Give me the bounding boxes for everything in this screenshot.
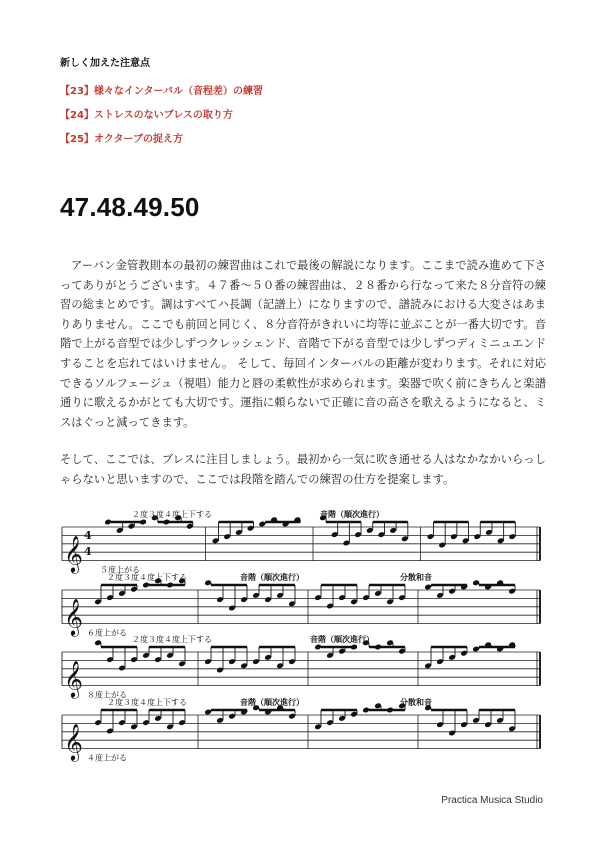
treble-clef-icon: 𝄞 bbox=[64, 659, 83, 698]
staff-system bbox=[62, 634, 540, 700]
staff-system bbox=[62, 572, 540, 638]
body-paragraph-2: そして、ここでは、ブレスに注目しましょう。最初から一気に吹き通せる人はなかなかいらっしゃらないと思いますので、ここでは段階を踏んでの練習の仕方を提案します。 bbox=[60, 453, 546, 486]
leap-label: ５度上がる bbox=[100, 565, 140, 575]
note-head bbox=[362, 707, 370, 714]
interval-label: ２度３度４度上下する bbox=[107, 698, 187, 707]
arpeggio-label: 分散和音 bbox=[400, 698, 432, 707]
treble-clef-icon: 𝄞 bbox=[64, 597, 83, 636]
staff-system bbox=[62, 697, 540, 763]
scale-label: 音階（順次進行） bbox=[310, 635, 374, 644]
footer-credit: Practica Musica Studio bbox=[441, 795, 543, 806]
notes-heading: 新しく加えた注意点 bbox=[60, 58, 150, 69]
note-head bbox=[314, 644, 322, 651]
time-signature-top: 4 bbox=[84, 529, 92, 542]
scale-label: 音階（順次進行） bbox=[320, 510, 384, 519]
arpeggio-label: 分散和音 bbox=[400, 573, 432, 582]
treble-clef-icon: 𝄞 bbox=[64, 722, 83, 761]
note-head bbox=[204, 579, 212, 586]
page-title: 47.48.49.50 bbox=[60, 192, 200, 222]
music-score bbox=[0, 505, 600, 785]
note-item-23: 【23】様々なインターバル（音程差）の練習 bbox=[60, 86, 264, 97]
leap-label: ４度上がる bbox=[87, 753, 127, 763]
interval-label: ２度３度４度上下する bbox=[132, 635, 212, 644]
note-head bbox=[472, 579, 480, 586]
note-item-25: 【25】オクターブの捉え方 bbox=[60, 134, 184, 145]
staff-system bbox=[62, 509, 540, 575]
leap-label: ６度上がる bbox=[87, 628, 127, 638]
scale-label: 音階（順次進行） bbox=[240, 573, 304, 582]
body-paragraph-1: アーバン金管教則本の最初の練習曲はこれで最後の解説になります。ここまで読み進めて下さってありがとうございます。４７番〜５０番の練習曲は、２８番から行なって来た８分音符の練習の総まとめです。調はすべてハ長調（記譜上）になりますので、譜読みにおける大変さはあまりありません。ここでも前回と同じく、８分音符がきれいに均等に並ぶことが一番大切です。音階で上がる音型では少しずつクレッシェンド、音階で下がる音型では少しずつディミニュエンドすることを忘れてはいけません。 そして、毎回インターバルの距離が変わります。それに対応できるソルフェージュ（視唱）能力と唇の柔軟性が求められます。楽器で吹く前にきちんと楽譜通りに歌えるかがとても大切です。運指に頼らないで正確に音の高さを歌えるようになると、ミスはぐっと減ってきます。 bbox=[60, 259, 546, 429]
scale-label: 音階（順次進行） bbox=[240, 698, 304, 707]
interval-label: ２度３度４度上下する bbox=[132, 510, 212, 519]
interval-label: ２度３度４度上下する bbox=[107, 573, 187, 582]
leap-label: ８度上がる bbox=[87, 690, 127, 700]
treble-clef-icon: 𝄞 bbox=[64, 534, 83, 573]
note-head bbox=[104, 519, 112, 526]
time-signature-bottom: 4 bbox=[84, 545, 92, 558]
note-item-24: 【24】ストレスのないブレスの取り方 bbox=[60, 110, 233, 121]
note-head bbox=[142, 582, 150, 589]
